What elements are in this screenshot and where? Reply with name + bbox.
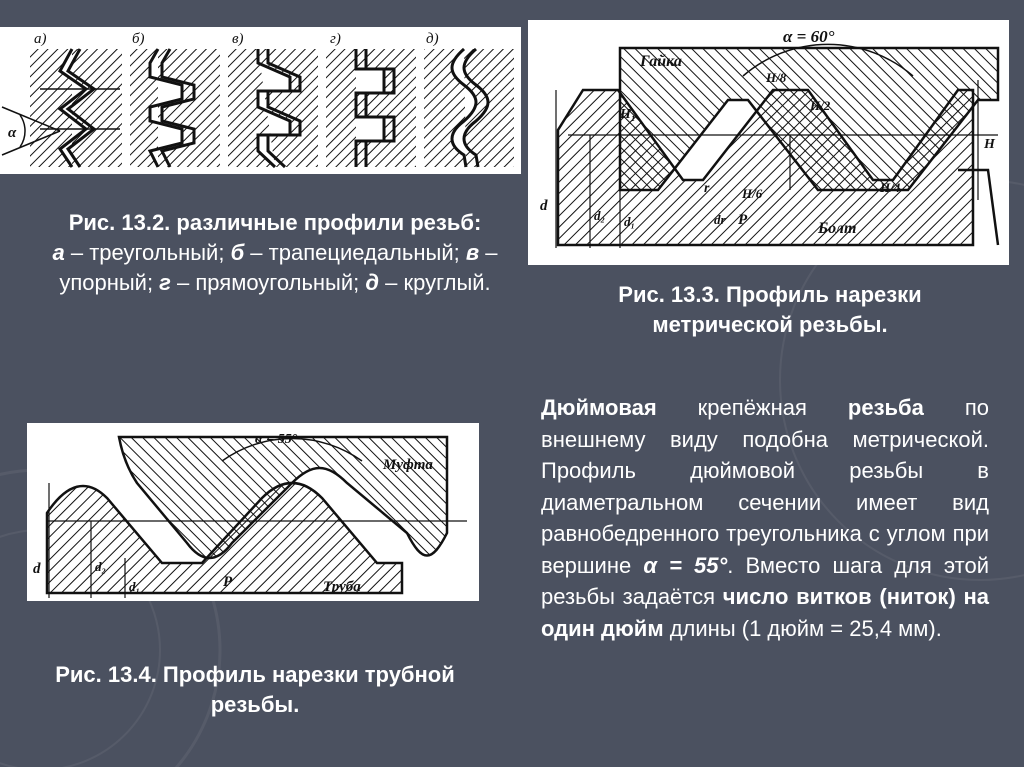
profile-buttress	[228, 31, 318, 167]
legend-key-v: в	[465, 240, 480, 265]
caption-legend	[30, 238, 520, 298]
panel-label-v: в)	[232, 31, 244, 47]
legend-text-d: – круглый.	[379, 270, 491, 295]
panel-label-a: а)	[34, 31, 47, 47]
figure-thread-profiles	[0, 27, 521, 174]
angle-formula: α = 55°	[643, 552, 728, 578]
angle-60-label: α = 60°	[783, 27, 835, 46]
diameter-d1-label: d₁	[129, 579, 141, 594]
profile-trapezoidal	[130, 31, 220, 167]
body-text-1: крепёжная	[656, 395, 848, 420]
diameter-d2-label: d₂	[95, 559, 107, 574]
panel-label-d: д)	[426, 31, 439, 47]
caption-fig-13-4: Рис. 13.4. Профиль нарезки трубной резьбы.	[55, 662, 455, 717]
figure-pipe-thread	[27, 423, 479, 601]
panel-label-b: б)	[132, 31, 145, 47]
legend-key-g: г	[159, 270, 171, 295]
legend-text-b: – трапециедальный;	[244, 240, 466, 265]
body-text-4: длины (1 дюйм = 25,4 мм).	[663, 615, 942, 641]
legend-text-v: – упорный;	[59, 240, 498, 295]
term-turns-per-inch: число витков (ниток) на один дюйм	[541, 584, 990, 641]
inch-thread-description	[541, 392, 989, 644]
h8-label: H/8	[766, 70, 787, 85]
p-label: P	[738, 212, 748, 228]
d2-label: d₂	[594, 208, 606, 223]
body-text-2: по внешнему виду подобна метрической. Профиль дюймовой резьбы в диаметральном сечении имеет вид равнобедренного треугольника с углом при вершине	[541, 395, 990, 578]
legend-key-a: а	[52, 240, 65, 265]
d1-label: d₁	[624, 214, 636, 229]
h1-label: H₁	[620, 107, 636, 122]
legend-text-a: – треугольный;	[64, 240, 231, 265]
figure-metric-thread	[528, 20, 1009, 265]
term-inch: Дюймовая	[541, 395, 657, 420]
angle-55-label: α = 55°	[255, 432, 298, 447]
diameter-d-label: d	[33, 561, 41, 577]
pitch-p-label: P	[223, 574, 233, 590]
legend-key-b: б	[230, 240, 245, 265]
h4-label: H/4	[880, 180, 901, 195]
h6-label: H/6	[742, 186, 763, 201]
pipe-label: Труба	[323, 579, 361, 595]
profile-rectangular	[326, 31, 416, 167]
profile-round	[424, 31, 514, 167]
term-thread: резьба	[847, 395, 924, 420]
panel-label-g: г)	[330, 31, 341, 47]
bolt-label: Болт	[818, 220, 857, 237]
caption-fig-13-3: Рис. 13.3. Профиль нарезки метрической резьбы.	[618, 282, 922, 337]
r-label: r	[704, 181, 710, 196]
caption-fig-13-2	[30, 208, 520, 298]
dr-label: dr	[714, 212, 726, 227]
profile-triangular	[30, 31, 122, 167]
angle-alpha-label: α	[8, 125, 17, 141]
coupling-label: Муфта	[383, 457, 433, 473]
legend-text-g: – прямоугольный;	[170, 270, 366, 295]
nut-label: Гайка	[640, 53, 682, 70]
caption-title: Рис. 13.2. различные профили резьб:	[68, 210, 482, 235]
body-text-3: . Вместо шага для этой резьбы задаётся	[541, 552, 989, 609]
d-label: d	[540, 198, 548, 214]
h-label: H	[984, 137, 995, 152]
legend-key-d: д	[365, 270, 379, 295]
h2-label: H/2	[810, 98, 831, 113]
